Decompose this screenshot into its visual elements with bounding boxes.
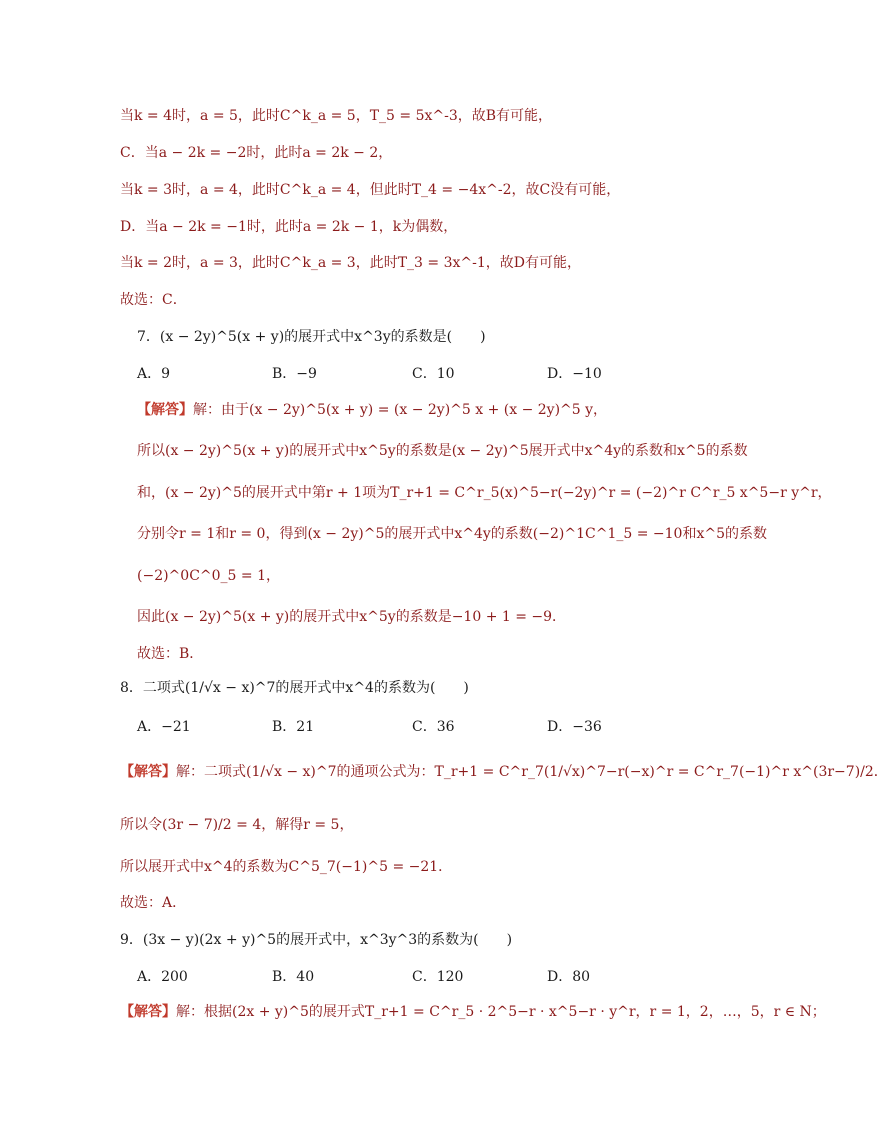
q6-option-d-case: D．当a − 2k = −1时，此时a = 2k − 1，k为偶数， xyxy=(120,219,458,235)
q7-solution-line-6: 因此(x − 2y)^5(x + y)的展开式中x^5y的系数是−10 + 1 = −9． xyxy=(137,609,567,625)
q7-option-d: D．−10 xyxy=(547,366,602,382)
solution-tag: 【解答】 xyxy=(137,402,193,418)
q7-solution-line-4: 分别令r = 1和r = 0，得到(x − 2y)^5的展开式中x^4y的系数(−2)^1C^1_5 = −10和x^5的系数 xyxy=(137,526,767,542)
q8-option-a: A．−21 xyxy=(137,719,191,735)
q7-option-b: B．−9 xyxy=(272,366,317,382)
q7-solution-line-3: 和，(x − 2y)^5的展开式中第r + 1项为T_r+1 = C^r_5(x)^5−r(−2y)^r = (−2)^r C^r_5 x^5−r y^r， xyxy=(137,485,832,501)
q9-option-c: C．120 xyxy=(412,969,464,985)
q6-option-c-case: C．当a − 2k = −2时，此时a = 2k − 2， xyxy=(120,145,393,161)
q9-option-a: A．200 xyxy=(137,969,188,985)
q7-option-c: C．10 xyxy=(412,366,455,382)
q8-solution-line-2: 所以令(3r − 7)/2 = 4，解得r = 5， xyxy=(120,817,354,833)
solution-text: 解：由于(x − 2y)^5(x + y) = (x − 2y)^5 x + (x − 2y)^5 y， xyxy=(193,402,608,418)
q7-solution-line-1 xyxy=(137,400,607,420)
solution-tag: 【解答】 xyxy=(120,1004,176,1020)
q8-option-b: B．21 xyxy=(272,719,315,735)
q8-option-c: C．36 xyxy=(412,719,455,735)
q7-stem: 7．(x − 2y)^5(x + y)的展开式中x^3y的系数是( ) xyxy=(137,329,486,345)
q6-option-d-analysis: 当k = 2时，a = 3，此时C^k_a = 3，此时T_3 = 3x^-1，故D有可能， xyxy=(120,255,581,271)
q9-solution-line-1 xyxy=(120,1002,826,1022)
solution-text: 解：二项式(1/√x − x)^7的通项公式为：T_r+1 = C^r_7(1/√x)^7−r(−x)^r = C^r_7(−1)^r x^(3r−7)/2． xyxy=(176,764,888,780)
q6-answer: 故选：C． xyxy=(120,292,187,308)
q8-stem: 8．二项式(1/√x − x)^7的展开式中x^4的系数为( ) xyxy=(120,680,469,696)
q7-solution-line-2: 所以(x − 2y)^5(x + y)的展开式中x^5y的系数是(x − 2y)^5展开式中x^4y的系数和x^5的系数 xyxy=(137,443,748,459)
q8-answer: 故选：A． xyxy=(120,895,187,911)
q6-option-b-analysis: 当k = 4时，a = 5，此时C^k_a = 5，T_5 = 5x^-3，故B有可能， xyxy=(120,108,553,124)
q9-stem: 9．(3x − y)(2x + y)^5的展开式中，x^3y^3的系数为( ) xyxy=(120,932,513,948)
q7-option-a: A．9 xyxy=(137,366,171,382)
q8-solution-line-3: 所以展开式中x^4的系数为C^5_7(−1)^5 = −21． xyxy=(120,859,453,875)
q7-answer: 故选：B． xyxy=(137,646,204,662)
solution-tag: 【解答】 xyxy=(120,764,176,780)
q8-solution-line-1 xyxy=(120,762,888,782)
solution-text: 解：根据(2x + y)^5的展开式T_r+1 = C^r_5 · 2^5−r · x^5−r · y^r，r = 1，2，…，5，r ∈ N； xyxy=(176,1004,826,1020)
q9-option-b: B．40 xyxy=(272,969,315,985)
q7-solution-line-5: (−2)^0C^0_5 = 1， xyxy=(137,568,280,584)
q8-option-d: D．−36 xyxy=(547,719,602,735)
q9-option-d: D．80 xyxy=(547,969,591,985)
q6-option-c-analysis: 当k = 3时，a = 4，此时C^k_a = 4，但此时T_4 = −4x^-2，故C没有可能， xyxy=(120,182,621,198)
